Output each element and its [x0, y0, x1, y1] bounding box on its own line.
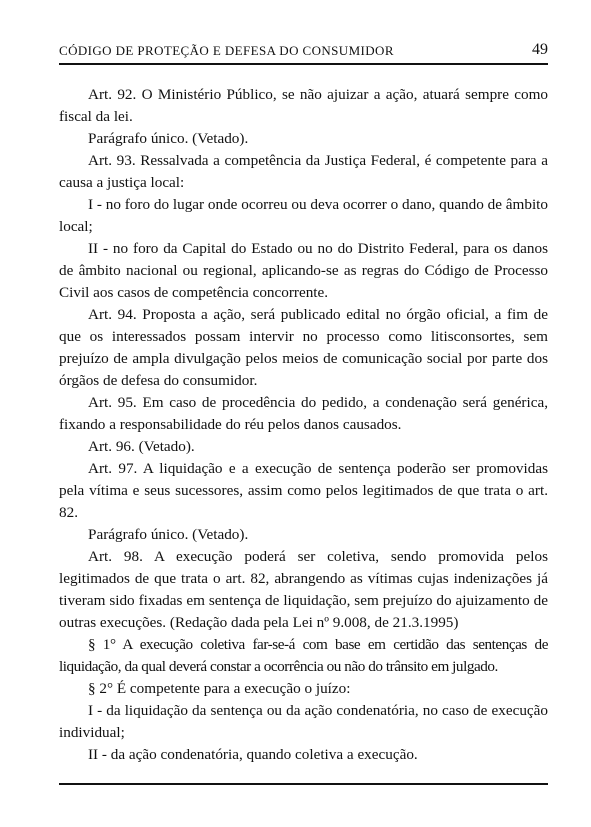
paragraph-art-98-par-2-inciso-1: I - da liquidação da sentença ou da ação condenatória, no caso de execução individual; [59, 702, 548, 741]
paragraph-art-98: Art. 98. A execução poderá ser coletiva, sendo promovida pelos legitimados de que trata o art. 82, abrangendo as vítimas cujas indenizações já tiveram sido fixadas em sentença de liquidação, sem prejuízo do ajuizamento de outras execuções. (Redação dada pela Lei nº 9.008, de 21.3.1995) [59, 548, 548, 631]
paragraph-art-93-inciso-2: II - no foro da Capital do Estado ou no do Distrito Federal, para os danos de âmbito nacional ou regional, aplicando-se as regras do Código de Processo Civil aos casos de competência concorrente. [59, 240, 548, 301]
page-header [59, 43, 548, 65]
paragraph-art-96: Art. 96. (Vetado). [88, 438, 195, 455]
paragraph-art-95: Art. 95. Em caso de procedência do pedido, a condenação será genérica, fixando a responsabilidade do réu pelos danos causados. [59, 394, 548, 433]
paragraph-art-98-par-1: § 1° A execução coletiva far-se-á com base em certidão das sentenças de liquidação, da qual deverá constar a ocorrência ou não do trânsito em julgado. [59, 636, 548, 675]
paragraph-art-97-unico: Parágrafo único. (Vetado). [88, 526, 249, 543]
paragraph-art-93-inciso-1: I - no foro do lugar onde ocorreu ou deva ocorrer o dano, quando de âmbito local; [59, 196, 548, 235]
footer-rule [59, 783, 548, 785]
page-body [59, 84, 548, 766]
paragraph-art-93: Art. 93. Ressalvada a competência da Justiça Federal, é competente para a causa a justiça local: [59, 152, 548, 191]
paragraph-art-92-unico: Parágrafo único. (Vetado). [88, 130, 249, 147]
running-title: CÓDIGO DE PROTEÇÃO E DEFESA DO CONSUMIDOR [59, 43, 394, 58]
page-number: 49 [532, 41, 548, 58]
paragraph-art-94: Art. 94. Proposta a ação, será publicado edital no órgão oficial, a fim de que os interessados possam intervir no processo como litisconsortes, sem prejuízo de ampla divulgação pelos meios de comunicação social por parte dos órgãos de defesa do consumidor. [59, 306, 548, 389]
paragraph-art-92: Art. 92. O Ministério Público, se não ajuizar a ação, atuará sempre como fiscal da lei. [59, 86, 548, 125]
paragraph-art-97: Art. 97. A liquidação e a execução de sentença poderão ser promovidas pela vítima e seus sucessores, assim como pelos legitimados de que trata o art. 82. [59, 460, 548, 521]
paragraph-art-98-par-2: § 2° É competente para a execução o juízo: [88, 680, 351, 697]
header-rule [59, 63, 548, 65]
paragraph-art-98-par-2-inciso-2: II - da ação condenatória, quando coletiva a execução. [88, 746, 418, 763]
